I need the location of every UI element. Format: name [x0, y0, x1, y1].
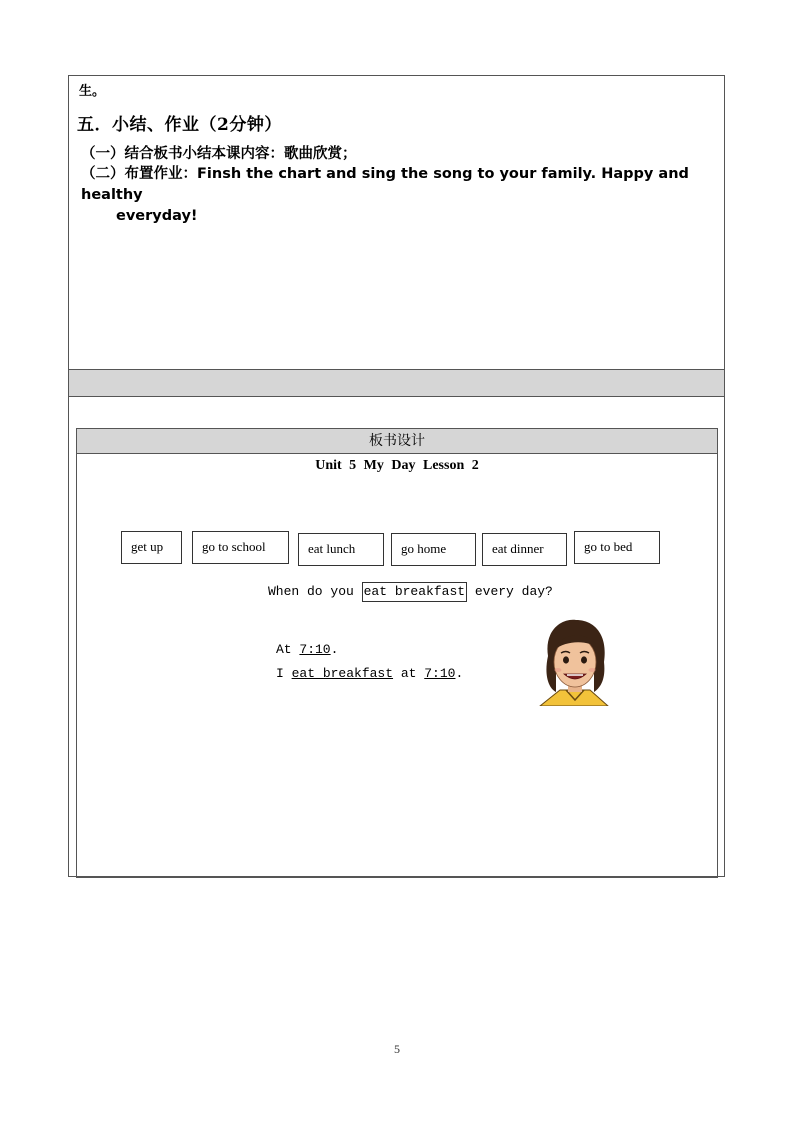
lesson-table: [68, 75, 725, 877]
answer-full-middle: at: [393, 666, 425, 681]
phrase-card: go to school: [192, 531, 289, 564]
homework-line-2: everyday!: [116, 208, 198, 224]
girl-illustration: [536, 618, 614, 706]
question-end: every day?: [467, 584, 553, 599]
heading-digit: 2: [217, 115, 230, 135]
homework-line-1: （二）布置作业：Finsh the chart and sing the song to your family. Happy and healthy: [81, 166, 689, 203]
phrase-card: get up: [121, 531, 182, 564]
phrase-card: eat lunch: [298, 533, 384, 566]
heading-suffix: 分钟）: [229, 115, 282, 135]
question-sentence: [268, 584, 553, 599]
answer-full-end: .: [455, 666, 464, 681]
answer-short-start: At: [276, 642, 300, 657]
question-activity-box: eat breakfast: [362, 582, 467, 602]
page-number: 5: [394, 1042, 400, 1056]
shaded-row: [69, 370, 724, 397]
previous-text-tail: 生。: [79, 84, 106, 99]
section-heading: [77, 110, 282, 135]
heading-prefix: 五．小结、作业（: [77, 115, 217, 135]
answer-full: [276, 666, 463, 681]
question-start: When do you: [268, 584, 362, 599]
phrase-card: go to bed: [574, 531, 660, 564]
answer-short: [276, 642, 338, 657]
answer-full-start: I: [276, 666, 292, 681]
answer-short-time: 7:10: [299, 642, 331, 657]
blackboard-design: [76, 428, 718, 878]
board-title: Unit 5 My Day Lesson 2: [315, 458, 479, 473]
phrase-card: go home: [391, 533, 476, 566]
homework-item: [81, 164, 721, 227]
board-header: 板书设计: [77, 429, 717, 454]
answer-full-time: 7:10: [424, 666, 456, 681]
answer-full-activity: eat breakfast: [291, 666, 394, 681]
phrase-card: eat dinner: [482, 533, 567, 566]
summary-item: （一）结合板书小结本课内容：歌曲欣赏；: [81, 146, 357, 162]
summary-cell: [69, 76, 724, 370]
answer-short-end: .: [330, 642, 339, 657]
